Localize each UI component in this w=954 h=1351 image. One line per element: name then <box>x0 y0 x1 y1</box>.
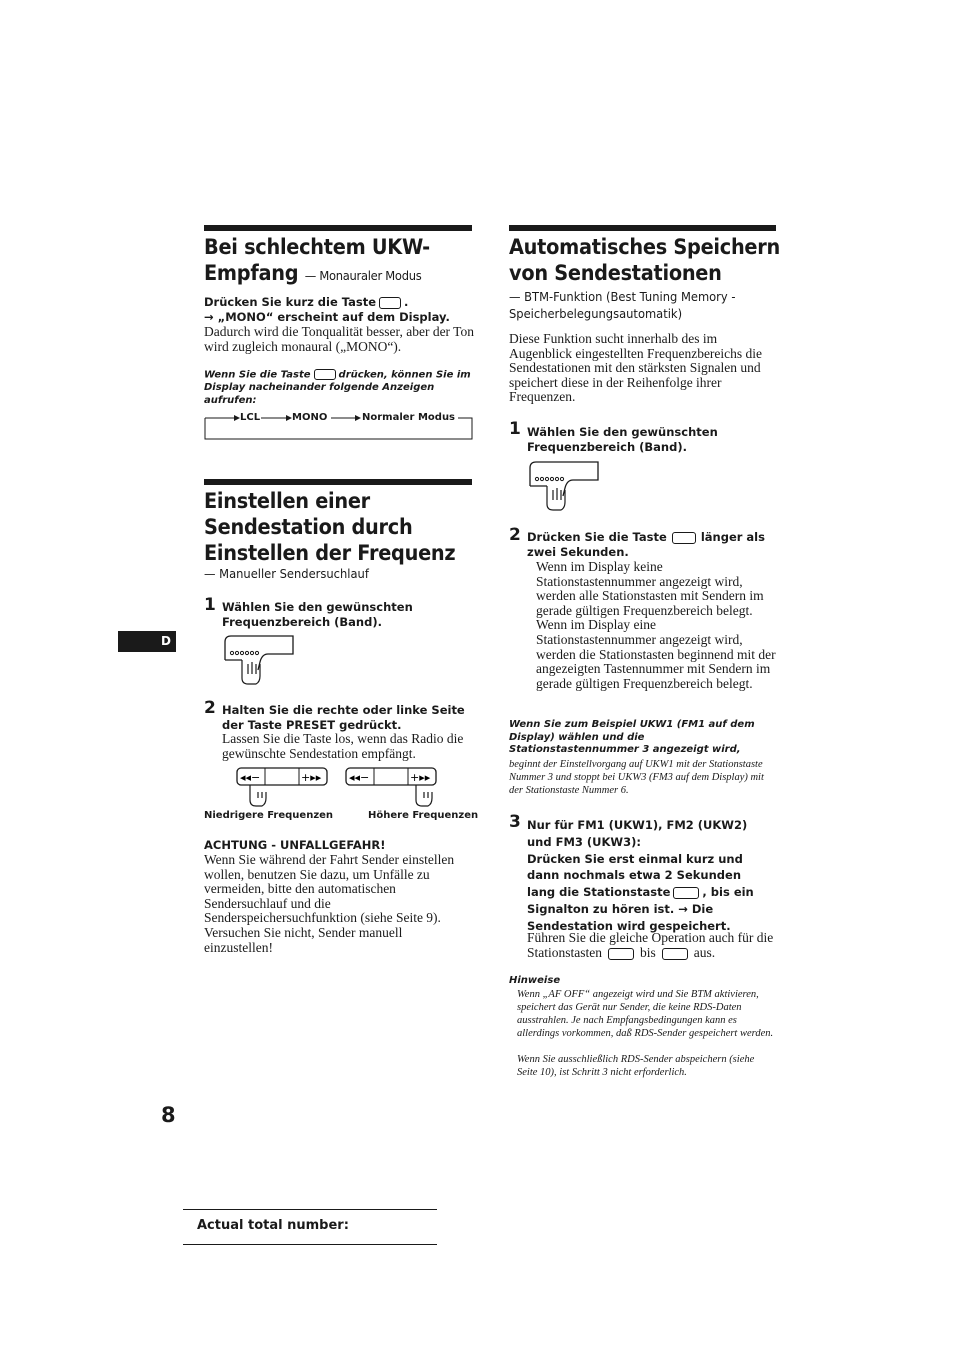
section-subtitle: — BTM-Funktion (Best Tuning Memory - Speicherbelegungsautomatik) <box>509 289 736 321</box>
footer-label: Actual total number: <box>197 1218 349 1233</box>
label-higher-frequencies: Höhere Frequenzen <box>368 810 479 821</box>
paragraph: Führen Sie die gleiche Operation auch für die Stationstasten bis aus. <box>527 930 774 960</box>
footer-rule-bottom <box>183 1244 437 1245</box>
paragraph: Dadurch wird die Tonqualität besser, aber der Ton wird zugleich monaural („MONO“). <box>204 324 474 354</box>
button-icon <box>673 887 699 899</box>
section-title: Bei schlechtem UKW- Empfang — Monauraler Modus <box>204 235 430 285</box>
step-text: Wählen Sie den gewünschten Frequenzbereich (Band). <box>222 600 413 629</box>
step-number: 2 <box>509 525 521 545</box>
warning-body: Wenn Sie während der Fahrt Sender einstellen wollen, benutzen Sie dazu, um Unfälle zu vermeiden, bitte den automatischen Sendersuchlauf und die Senderspeichersuchfunktion (siehe Seite 9). Versuchen Sie nicht, Sender manuell einzustellen! <box>204 852 455 955</box>
step-text: Drücken Sie die Taste länger als zwei Sekunden. <box>527 530 765 559</box>
example-note: Wenn Sie zum Beispiel UKW1 (FM1 auf dem Display) wählen und die Stationstastennummer 3 angezeigt wird, <box>509 719 755 755</box>
flow-item: LCL <box>240 412 261 423</box>
svg-text:◂◂−: ◂◂− <box>240 771 261 784</box>
label-lower-frequencies: Niedrigere Frequenzen <box>204 810 334 821</box>
section-subtitle: — Manueller Sendersuchlauf <box>204 566 369 581</box>
language-tab: D <box>118 631 176 652</box>
button-icon <box>379 297 401 309</box>
section-rule <box>509 225 776 231</box>
button-icon <box>314 369 336 380</box>
hints-title: Hinweise <box>509 975 561 986</box>
preset-button-diagram <box>236 766 441 808</box>
step-text: Wählen Sie den gewünschten Frequenzbereich (Band). <box>527 425 718 454</box>
section-title: Automatisches Speichern von Sendestationen <box>509 235 780 285</box>
step-number: 3 <box>509 812 521 832</box>
example-note-body: beginnt der Einstellvorgang auf UKW1 mit der Stationstaste Nummer 3 und stoppt bei UKW3 (FM3 auf dem Display) mit der Stationstaste Nummer 6. <box>509 759 764 796</box>
note: Wenn Sie die Taste drücken, können Sie im Display nacheinander folgende Anzeigen aufrufen: <box>204 369 471 406</box>
step-text: Halten Sie die rechte oder linke Seite der Taste PRESET gedrückt. <box>222 703 465 732</box>
paragraph: Lassen Sie die Taste los, wenn das Radio die gewünschte Sendestation empfängt. <box>222 731 464 761</box>
button-icon <box>672 532 696 544</box>
button-icon <box>662 948 688 960</box>
svg-text:+▸▸: +▸▸ <box>301 771 322 784</box>
section-rule <box>204 225 472 231</box>
section-title: Einstellen einer Sendestation durch Einstellen der Frequenz <box>204 489 456 565</box>
flow-item: Normaler Modus <box>362 412 456 423</box>
svg-text:◂◂−: ◂◂− <box>349 771 370 784</box>
button-icon <box>608 948 634 960</box>
step-number: 2 <box>204 698 216 718</box>
step-text: Nur für FM1 (UKW1), FM2 (UKW2) und FM3 (UKW3): Drücken Sie erst einmal kurz und dann nochmals etwa 2 Sekunden lang die Stationstaste , bis ein Signalton zu hören ist. → Die Sendestation wird gespeichert. <box>527 818 754 933</box>
flow-item: MONO <box>292 412 328 423</box>
paragraph: Diese Funktion sucht innerhalb des im Augenblick eingestellten Frequenzbereichs die Sendestationen mit den stärksten Signalen und speichert diese in der Reihenfolge ihrer Frequenzen. <box>509 331 763 405</box>
hint-item: Wenn „AF OFF“ angezeigt wird und Sie BTM aktivieren, speichert das Gerät nur Sender, die keine RDS-Daten ausstrahlen. Je nach Empfangsbedingungen kann es allerdings vorkommen, daß RDS-Sender gespeichert werden. <box>517 989 774 1039</box>
footer-rule-top <box>183 1209 437 1210</box>
warning-title: ACHTUNG - UNFALLGEFAHR! <box>204 838 386 852</box>
step-number: 1 <box>509 419 521 439</box>
page-number: 8 <box>161 1103 176 1127</box>
step-number: 1 <box>204 595 216 615</box>
band-button-hand-icon <box>222 634 298 686</box>
band-button-hand-icon <box>527 460 603 512</box>
mode-cycle-diagram <box>204 409 474 441</box>
section-rule <box>204 479 472 485</box>
svg-text:+▸▸: +▸▸ <box>410 771 431 784</box>
paragraph: Wenn im Display keine Stationstastennummer angezeigt wird, werden alle Stationstasten mit Sendern im gerade gültigen Frequenzbereich belegt. Wenn im Display eine Stationstastennummer angezeigt wird, werden die Stationstasten beginnend mit der angezeigten Tastennummer mit Sendern im gerade gültigen Frequenzbereich belegt. <box>536 559 776 691</box>
hint-item: Wenn Sie ausschließlich RDS-Sender abspeichern (siehe Seite 10), ist Schritt 3 nicht erforderlich. <box>517 1054 755 1078</box>
instruction: Drücken Sie kurz die Taste . → „MONO“ erscheint auf dem Display. <box>204 295 450 324</box>
